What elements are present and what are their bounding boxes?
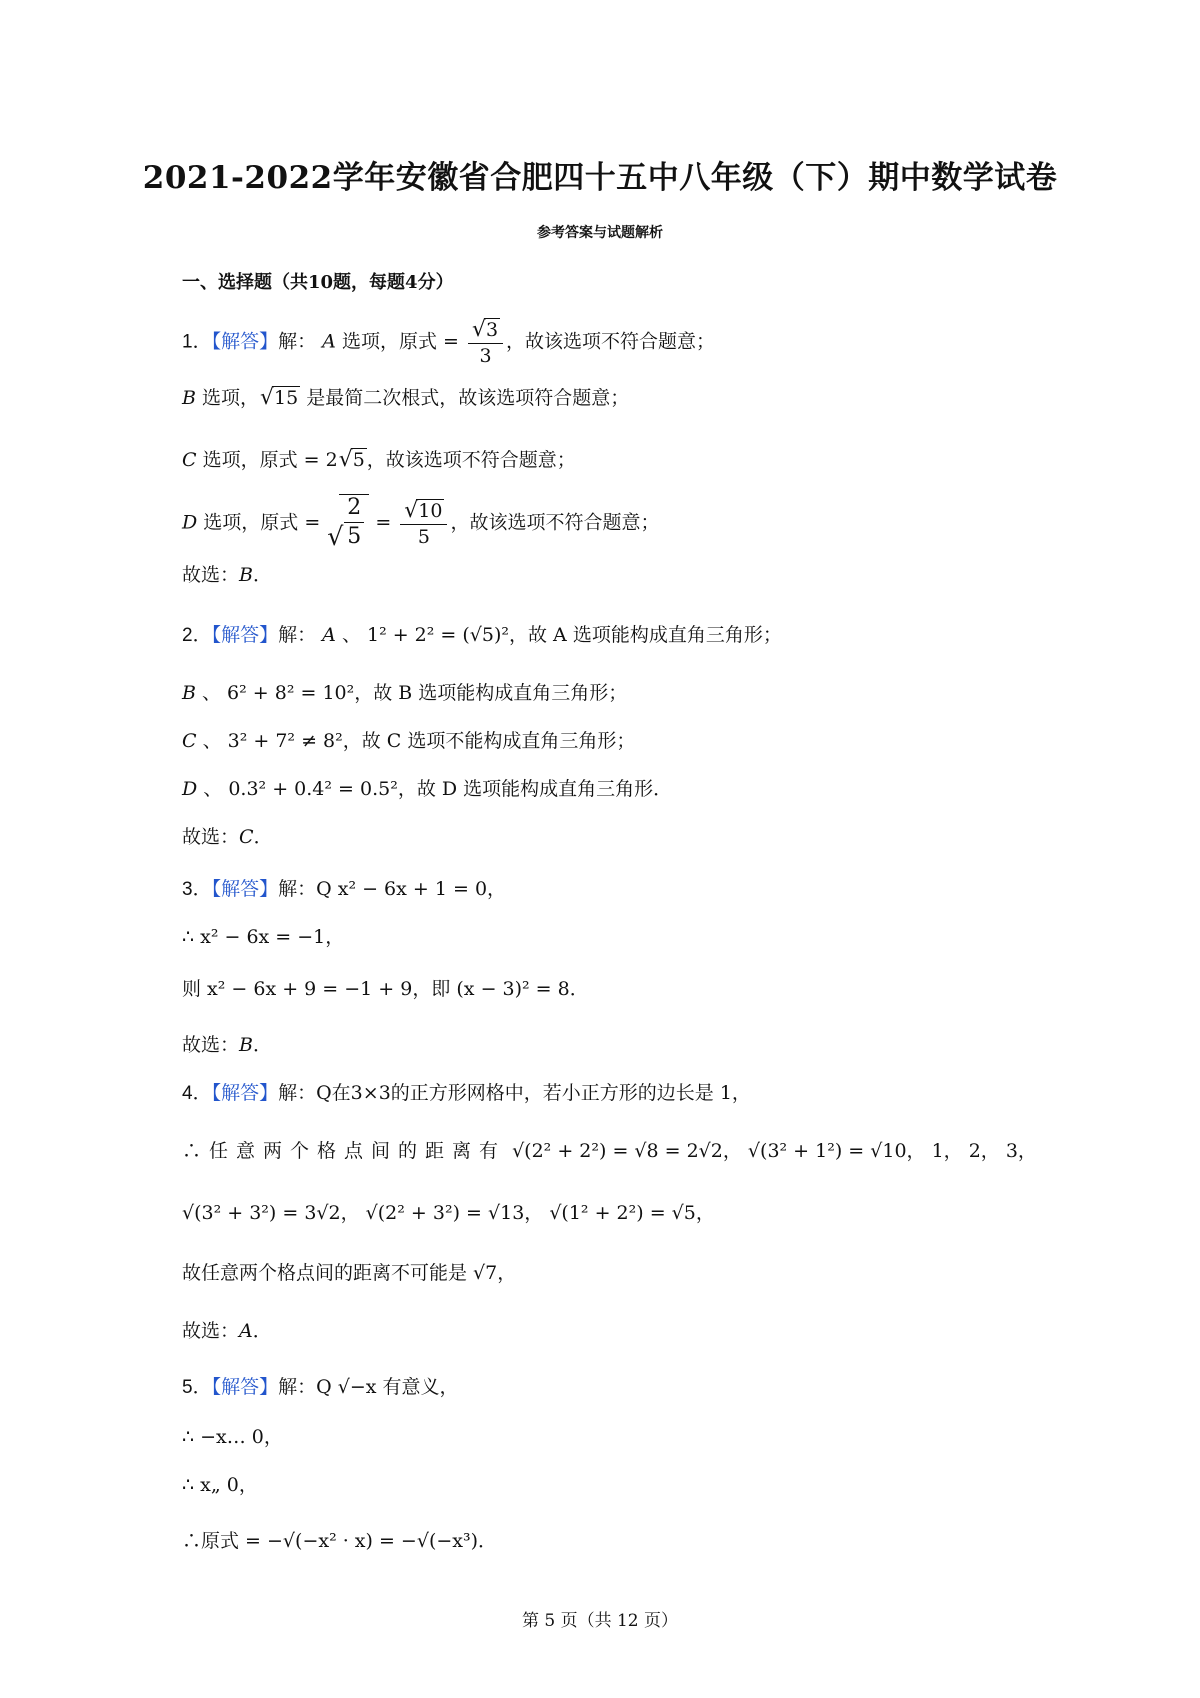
choice-label: 故选： xyxy=(182,1034,240,1056)
q3-line-2 xyxy=(182,928,344,947)
document-title: 2021-2022学年安徽省合肥四十五中八年级（下）期中数学试卷 xyxy=(142,160,1058,196)
q1-line-d: D 选项，原式 = √ $\frac{2}{5}$ = √ $\frac{10}{5}$ ，故该选项不符合题意； xyxy=(182,494,660,549)
q5-line-2 xyxy=(182,1428,283,1447)
q1-c-text: 选项，原式 = 2 xyxy=(202,449,338,471)
q1-d-post: ，故该选项不符合题意； xyxy=(450,511,660,534)
q2-a-text: 、 1² + 2² = (√5)²，故 A 选项能构成直角三角形； xyxy=(341,624,782,646)
q3-choice: 故选：B． xyxy=(182,1034,272,1056)
answer-tag: 【解答】 xyxy=(211,330,279,353)
q4-text-2-math: √(2² + 2²) = √8 = 2√2， √(3² + 1²) = √10， 1， 2， 3， xyxy=(512,1140,1037,1162)
q5-text-4: ∴原式 = −√(−x² · x) = −√(−x³)． xyxy=(182,1530,498,1552)
question-number: 3． xyxy=(182,879,212,900)
choice-letter: B xyxy=(239,564,253,586)
question-number: 2． xyxy=(182,625,212,646)
answer-tag: 【解答】 xyxy=(211,624,279,646)
q4-choice: 故选：A． xyxy=(182,1320,272,1342)
q2-line-b: B 、 6² + 8² = 10²，故 B 选项能构成直角三角形； xyxy=(182,682,628,704)
q1-choice: 故选：B． xyxy=(182,564,272,586)
choice-label: 故选： xyxy=(182,826,240,848)
answer-tag: 【解答】 xyxy=(211,1376,279,1398)
answer-tag: 【解答】 xyxy=(211,1082,279,1104)
q4-line-4 xyxy=(182,1264,516,1283)
q1-d-text: 选项，原式 = xyxy=(203,511,321,534)
page-footer: 第 5 页（共 12 页） xyxy=(521,1611,679,1631)
q3-text-1: Q x² − 6x + 1 = 0， xyxy=(316,878,507,900)
choice-label: 故选： xyxy=(182,564,240,586)
q5-text-2: ∴ −x… 0， xyxy=(182,1426,283,1448)
question-number: 1． xyxy=(182,331,212,353)
q1-b-post: 是最简二次根式，故该选项符合题意； xyxy=(300,387,630,409)
denominator: 5 xyxy=(417,526,430,549)
q4-text-4: 故任意两个格点间的距离不可能是 √7， xyxy=(182,1262,517,1284)
q2-choice: 故选：C． xyxy=(182,826,273,848)
q2-line-d: D 、 0.3² + 0.4² = 0.5²，故 D 选项能构成直角三角形． xyxy=(182,778,673,800)
q1-a-post: ，故该选项不符合题意； xyxy=(506,330,716,353)
denominator: 5 xyxy=(347,524,362,550)
q5-line-4 xyxy=(182,1532,497,1551)
jie-label: 解： xyxy=(278,878,317,900)
radicand: 3 xyxy=(485,319,499,341)
q5-text-1: Q √−x 有意义， xyxy=(316,1376,459,1398)
q5-line-1 xyxy=(182,1378,459,1397)
q3-line-3 xyxy=(182,980,589,999)
q1-a-pre: 选项，原式 = xyxy=(341,330,459,353)
q2-d-text: 、 0.3² + 0.4² = 0.5²，故 D 选项能构成直角三角形． xyxy=(203,778,673,800)
q5-text-3: ∴ x„ 0， xyxy=(182,1474,258,1496)
q4-text-2-pre: ∴任意两个格点间的距离有 xyxy=(182,1140,507,1162)
q1-line-a: 1．【解答】解： A 选项，原式 = √ $\frac{3}{3}$ ，故该选项不符合题意； xyxy=(182,318,715,367)
denominator: 3 xyxy=(479,344,492,367)
q4-line-3 xyxy=(182,1204,715,1223)
question-number: 5． xyxy=(182,1377,212,1398)
numerator: √ 2 xyxy=(344,496,364,523)
radicand: 15 xyxy=(274,387,299,409)
fraction xyxy=(468,318,503,367)
q3-text-2: ∴ x² − 6x = −1， xyxy=(182,926,345,948)
q2-line-a: 2．【解答】解： A 、 1² + 2² = (√5)²，故 A 选项能构成直角三角形； xyxy=(182,624,782,646)
q4-text-3: √(3² + 3²) = 3√2， √(2² + 3²) = √13， √(1² + 2²) = √5， xyxy=(182,1202,715,1224)
radicand: 10 xyxy=(418,500,443,523)
q1-line-c: C 选项，原式 = 2√ 5 ，故该选项不符合题意； xyxy=(182,448,576,471)
answer-tag: 【解答】 xyxy=(211,878,279,900)
section-heading: 一、选择题（共10题，每题4分） xyxy=(182,272,454,293)
q1-c-post: ，故该选项不符合题意； xyxy=(366,449,576,471)
document-subtitle: 参考答案与试题解析 xyxy=(537,225,663,241)
q4-line-1 xyxy=(182,1084,751,1103)
jie-label: 解： xyxy=(278,1376,317,1398)
jie-label: 解： xyxy=(278,624,317,646)
radicand: 5 xyxy=(352,449,365,471)
jie-label: 解： xyxy=(278,1082,317,1104)
choice-letter: B xyxy=(239,1034,253,1056)
choice-letter: C xyxy=(239,826,254,848)
q4-text-1: Q在3×3的正方形网格中，若小正方形的边长是 1， xyxy=(316,1082,751,1104)
q3-line-1 xyxy=(182,880,506,899)
q2-c-text: 、 3² + 7² ≠ 8²，故 C 选项不能构成直角三角形； xyxy=(202,730,636,752)
choice-letter: A xyxy=(239,1320,253,1342)
q2-line-c: C 、 3² + 7² ≠ 8²，故 C 选项不能构成直角三角形； xyxy=(182,730,636,752)
q3-text-3: 则 x² − 6x + 9 = −1 + 9，即 (x − 3)² = 8． xyxy=(182,978,589,1000)
q1-line-b: B 选项，√ 15 是最简二次根式，故该选项符合题意； xyxy=(182,386,629,409)
question-number: 4． xyxy=(182,1083,212,1104)
q1-b-text: 选项， xyxy=(202,387,260,409)
q5-line-3 xyxy=(182,1476,258,1495)
q2-b-text: 、 6² + 8² = 10²，故 B 选项能构成直角三角形； xyxy=(202,682,628,704)
jie-label: 解： xyxy=(278,330,317,353)
choice-label: 故选： xyxy=(182,1320,240,1342)
q4-line-2 xyxy=(182,1142,1037,1161)
